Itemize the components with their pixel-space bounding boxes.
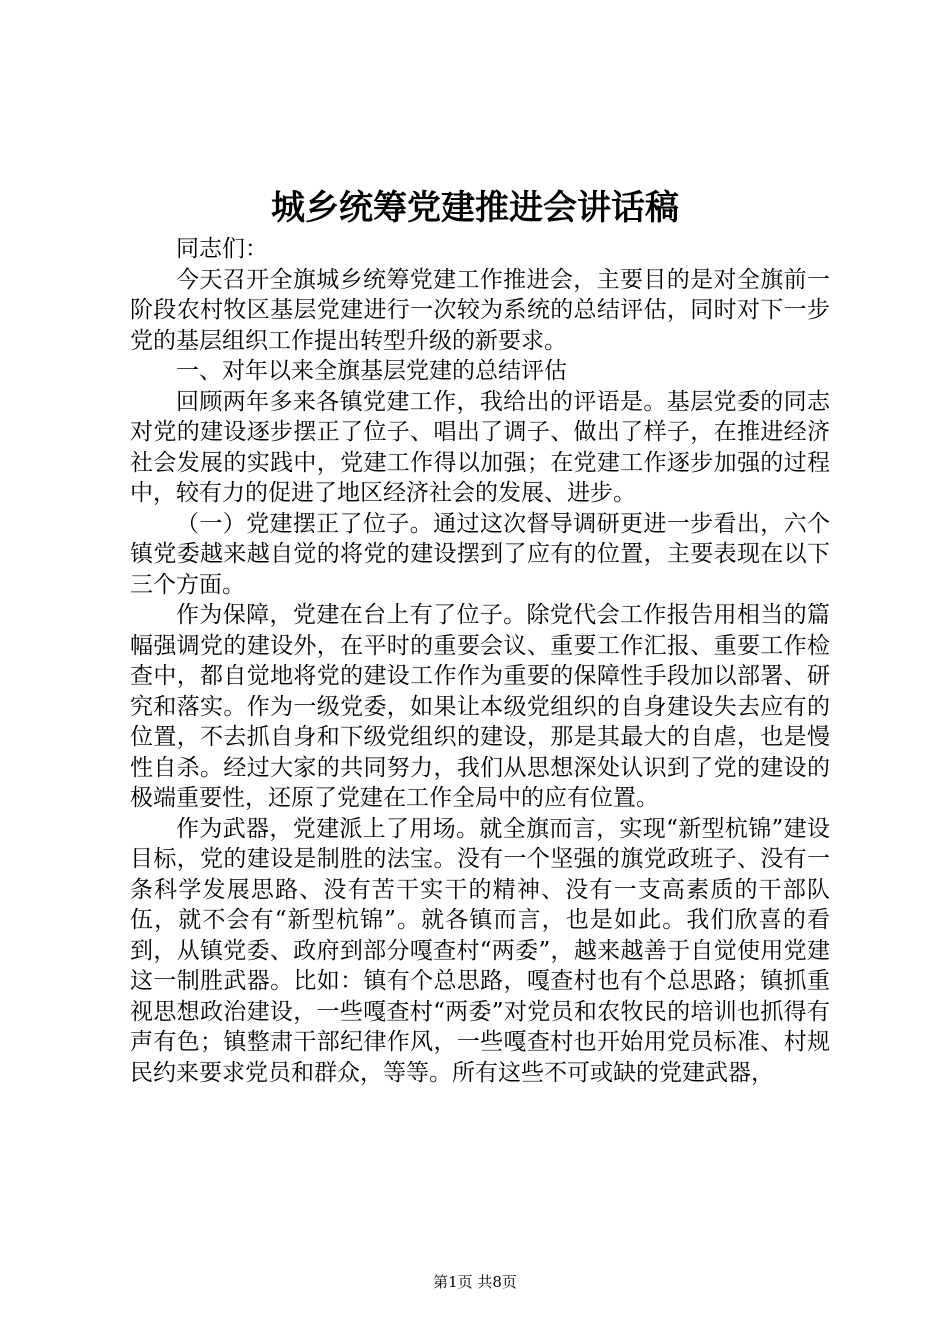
section-heading: 一、对年以来全旗基层党建的总结评估 — [176, 358, 567, 384]
intro-paragraph: 今天召开全旗城乡统筹党建工作推进会，主要目的是对全旗前一阶段农村牧区基层党建进行一次较为系统的总结评估，同时对下一步党的基层组织工作提出转型升级的新要求。 — [130, 266, 830, 354]
document-title: 城乡统筹党建推进会讲话稿 — [271, 188, 679, 228]
body-paragraph: 作为武器，党建派上了用场。就全旗而言，实现“新型杭锦”建设目标，党的建设是制胜的法宝。没有一个坚强的旗党政班子、没有一条科学发展思路、没有苦干实干的精神、没有一支高素质的干部队伍，就不会有“新型杭锦”。就各镇而言，也是如此。我们欣喜的看到，从镇党委、政府到部分嘎查村“两委”，越来越善于自觉使用党建这一制胜武器。比如：镇有个总思路，嘎查村也有个总思路；镇抓重视思想政治建设，一些嘎查村“两委”对党员和农牧民的培训也抓得有声有色；镇整肃干部纪律作风，一些嘎查村也开始用党员标准、村规民约来要求党员和群众，等等。所有这些不可或缺的党建武器， — [130, 815, 830, 1086]
subsection-paragraph: （一）党建摆正了位子。通过这次督导调研更进一步看出，六个镇党委越来越自觉的将党的建设摆到了应有的位置，主要表现在以下三个方面。 — [130, 510, 830, 598]
salutation-paragraph: 同志们： — [176, 236, 268, 262]
document-body — [130, 234, 830, 1088]
body-paragraph: 回顾两年多来各镇党建工作，我给出的评语是。基层党委的同志对党的建设逐步摆正了位子、唱出了调子、做出了样子，在推进经济社会发展的实践中，党建工作得以加强；在党建工作逐步加强的过程中，较有力的促进了地区经济社会的发展、进步。 — [130, 388, 830, 506]
body-paragraph: 作为保障，党建在台上有了位子。除党代会工作报告用相当的篇幅强调党的建设外，在平时的重要会议、重要工作汇报、重要工作检查中，都自觉地将党的建设工作作为重要的保障性手段加以部署、研究和落实。作为一级党委，如果让本级党组织的自身建设失去应有的位置，不去抓自身和下级党组织的建设，那是其最大的自虐，也是慢性自杀。经过大家的共同努力，我们从思想深处认识到了党的建设的极端重要性，还原了党建在工作全局中的应有位置。 — [130, 602, 830, 811]
page-number-footer: 第1页 共8页 — [433, 1273, 517, 1291]
